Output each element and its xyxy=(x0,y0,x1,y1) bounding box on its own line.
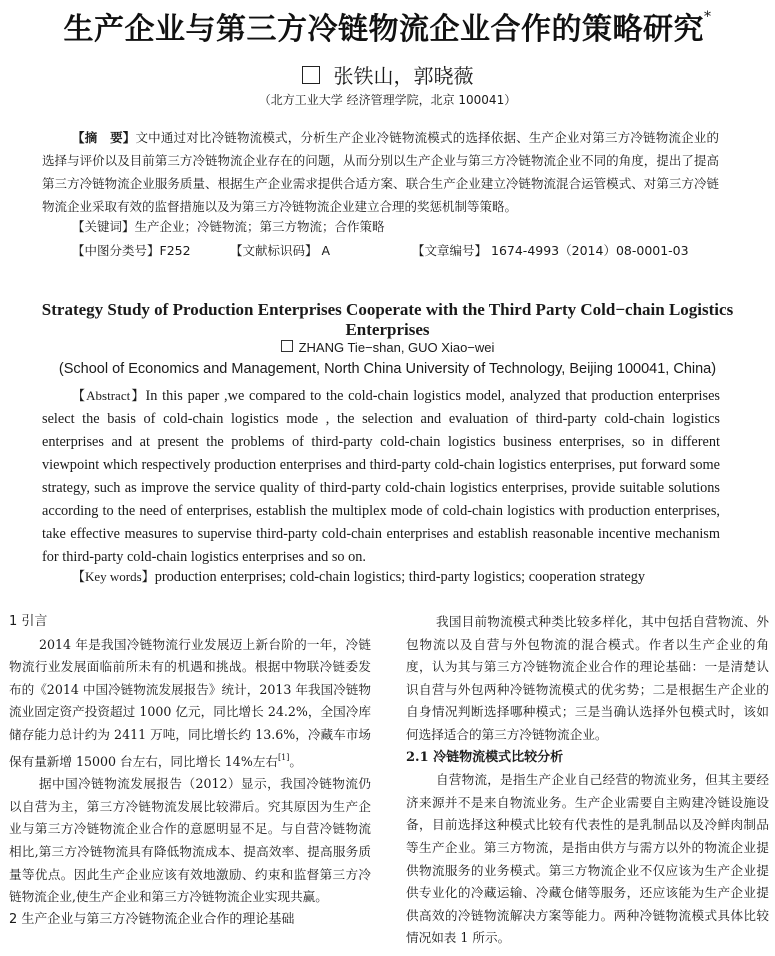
authors-cn-text: 张铁山，郭晓薇 xyxy=(333,64,474,88)
abstract-cn-label: 【摘 要】 xyxy=(72,130,136,145)
paper-title xyxy=(0,4,775,48)
section-2-paragraph-1: 我国目前物流模式种类比较多样化，其中包括自营物流、外包物流以及自营与外包物流的混合模式。作者以生产企业的角度，认为其与第三方冷链物流企业合作的理论基础：一是清楚认识自营与外包两种冷链物流模式的优劣势；二是根据生产企业的自身情况判断选择哪种模式；三是当确认选择外包模式时，该如何选择适合的第三方冷链物流企业。 xyxy=(406,614,769,742)
body-right-column xyxy=(406,611,769,950)
intro-paragraph-1-text: 2014 年是我国冷链物流行业发展迈上新台阶的一年，冷链物流行业发展面临前所未有的机遇和挑战。根据中物联冷链委发布的《2014 中国冷链物流发展报告》统计，2013 年我国冷链物流业固定资产投资超过 1000 亿元，同比增长 24.2%，全国冷库储存能力总计约为 2411 万吨，同比增长约 13.6%，冷藏车市场保有量新增 15000 台左右，同比增长 14%左右 xyxy=(9,636,371,769)
keywords-en-label: 【Key words】 xyxy=(72,569,155,584)
authors-en xyxy=(0,340,775,355)
abstract-en xyxy=(42,384,720,569)
abstract-cn-paragraph xyxy=(42,126,719,218)
intro-paragraph-1 xyxy=(9,634,371,774)
english-title: Strategy Study of Production Enterprises Cooperate with the Third Party Cold−chain Logistics Enterprises xyxy=(41,300,734,339)
keywords-en-text: production enterprises; cold-chain logistics; third-party logistics; cooperation strategy xyxy=(154,569,646,585)
intro-paragraph-1-end: 。 xyxy=(289,753,302,769)
doc-code-row xyxy=(230,241,330,259)
authors-cn xyxy=(0,60,775,89)
abstract-en-paragraph xyxy=(42,384,720,569)
citation-ref[interactable]: [1] xyxy=(277,752,290,762)
affiliation-cn: （北方工业大学 经济管理学院，北京 100041） xyxy=(258,93,517,107)
author-box-icon xyxy=(281,340,293,352)
keywords-cn-label: 【关键词】 xyxy=(72,219,135,234)
keywords-en xyxy=(72,566,645,586)
section-2-1-heading: 2.1 冷链物流模式比较分析 xyxy=(406,749,564,765)
abstract-en-label: 【Abstract】 xyxy=(72,388,146,403)
abstract-cn-text: 文中通过对比冷链物流模式，分析生产企业冷链物流模式的选择依据、生产企业对第三方冷链物流企业的选择与评价以及目前第三方冷链物流企业存在的问题，从而分别以生产企业与第三方冷链物流企业不同的角度，提出了提高第三方冷链物流企业服务质量、根据生产企业需求提供合适方案、联合生产企业建立冷链物流混合运管模式、对第三方冷链物流企业采取有效的监督措施以及为第三方冷链物流企业建立合理的奖惩机制等策略。 xyxy=(42,130,719,214)
classification-row xyxy=(72,241,191,259)
article-no-value: 1674-4993（2014）08-0001-03 xyxy=(491,243,689,258)
abstract-cn xyxy=(42,126,719,218)
title-text: 生产企业与第三方冷链物流企业合作的策略研究 xyxy=(63,12,704,47)
clc-label: 【中图分类号】 xyxy=(72,243,160,258)
keywords-cn-text: 生产企业；冷链物流；第三方物流；合作策略 xyxy=(134,219,385,234)
section-1-heading: 1 引言 xyxy=(9,614,48,629)
author-box-icon xyxy=(302,66,320,84)
section-2-heading: 2 生产企业与第三方冷链物流企业合作的理论基础 xyxy=(9,911,295,927)
body-left-column xyxy=(9,611,371,931)
section-2-1-paragraph: 自营物流，是指生产企业自己经营的物流业务，但其主要经济来源并不是来自物流业务。生产企业需要自主购建冷链设施设备，目前选择这种模式比较有代表性的是乳制品以及冷鲜肉制品等生产企业。第三方物流，是指由供方与需方以外的物流企业提供物流服务的业务模式。第三方物流企业不仅应该为生产企业提供专业化的冷藏运输、冷藏仓储等服务，还应该能为生产企业提供高效的冷链物流解决方案等能力。两种冷链物流模式具体比较情况如表 1 所示。 xyxy=(406,772,769,946)
keywords-cn xyxy=(72,217,385,235)
doc-code-label: 【文献标识码】 xyxy=(230,243,318,258)
affiliation-en: (School of Economics and Management, North China University of Technology, Beijing 100041, China) xyxy=(58,361,717,377)
intro-paragraph-2: 据中国冷链物流发展报告（2012）显示，我国冷链物流仍以自营为主，第三方冷链物流发展比较滞后。究其原因为生产企业与第三方冷链物流企业合作的意愿明显不足。与自营冷链物流相比,第三方冷链物流具有降低物流成本、提高效率、提高服务质量等优点。因此生产企业应该有效地激励、约束和监督第三方冷链物流企业,使生产企业和第三方冷链物流企业实现共赢。 xyxy=(9,776,371,905)
authors-en-text: ZHANG Tie−shan, GUO Xiao−wei xyxy=(298,340,495,355)
article-no-row xyxy=(412,241,689,259)
doc-code-value: A xyxy=(321,243,331,258)
title-footnote-mark: * xyxy=(704,9,712,25)
article-no-label: 【文章编号】 xyxy=(412,243,488,258)
abstract-en-text: In this paper ,we compared to the cold-chain logistics model, analyzed that production enterprises select the basis of cold-chain logistics mode , the selection and evaluation of third-party cold-chain logistics enterprises and at present the problems of third-party cold-chain logistics business enterprises, so in different viewpoint which respectively production enterprises and third-party cold-chain logistics enterprises, put forward some strategy, such as improve the service quality of third-party cold-chain logistics enterprises, provide suitable solutions according to the need of enterprises, establish the multiplex mode of cold-chain logistics with production enterprises, take effective measures to supervise third-party cold-chain enterprises and establish reasonable incentive mechanism for third-party cold-chain logistics enterprises and so on. xyxy=(42,388,720,565)
clc-value: F252 xyxy=(159,243,191,258)
